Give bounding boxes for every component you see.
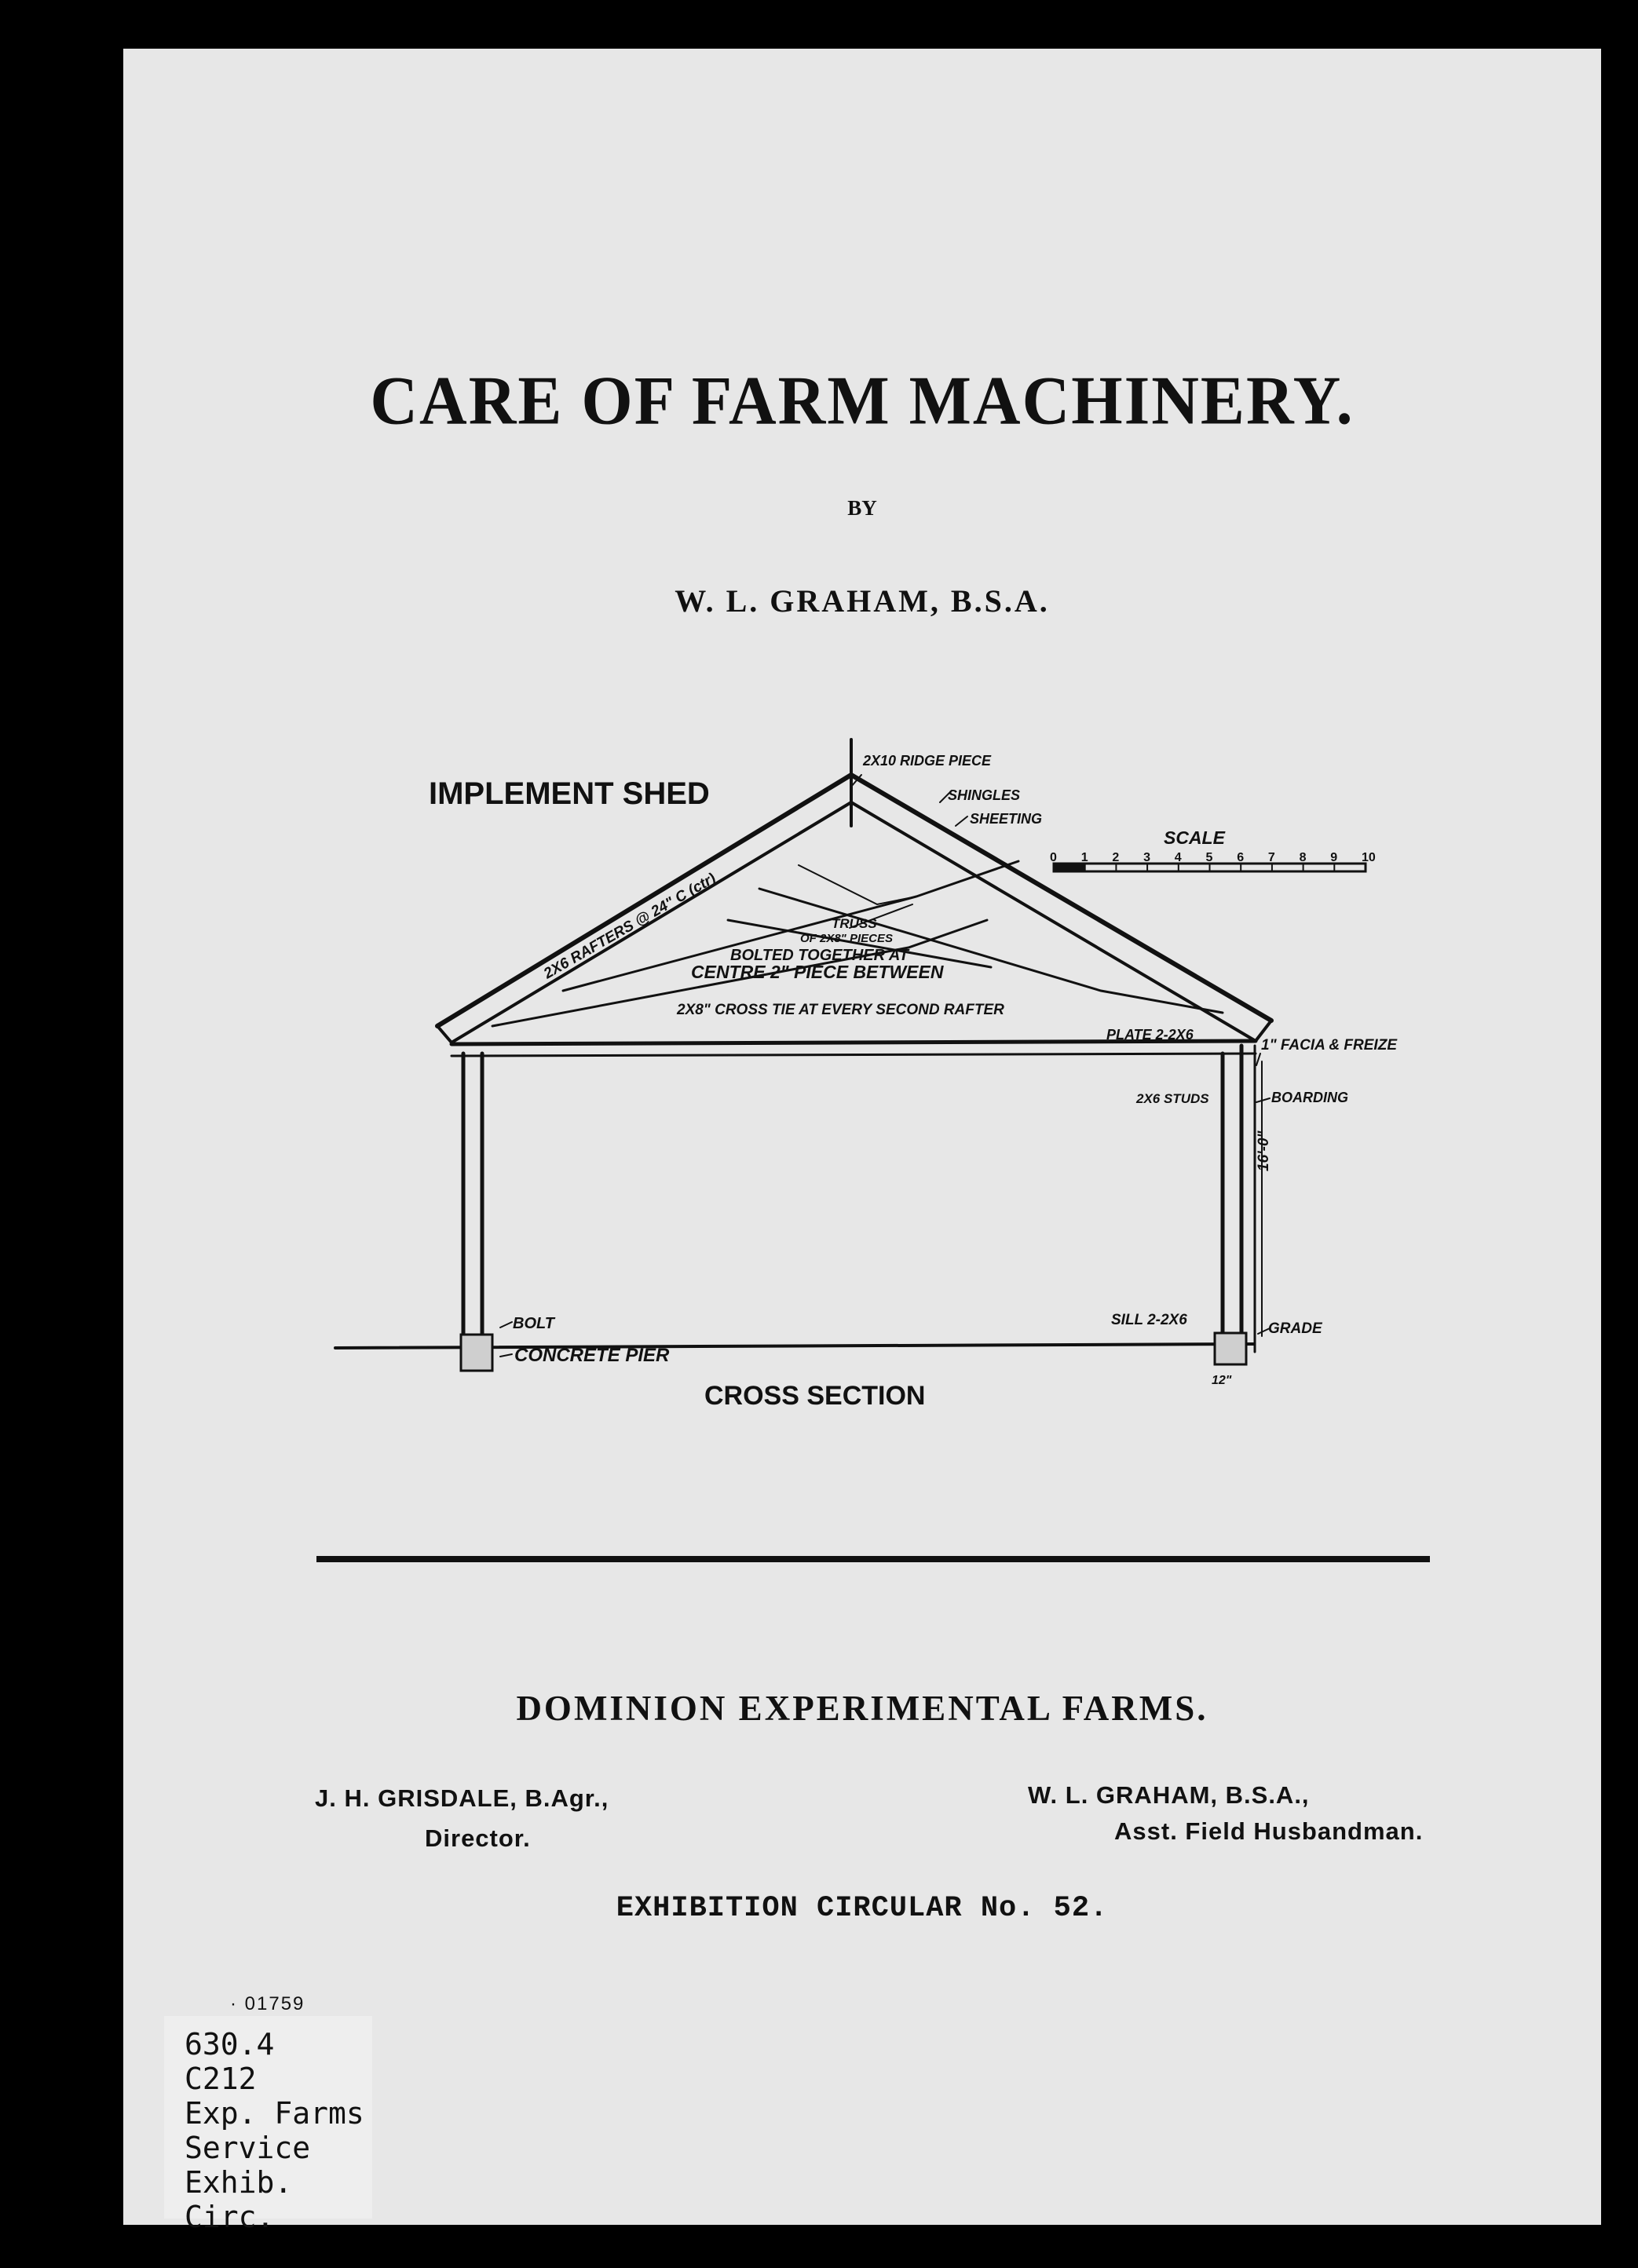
- label-height: 16'-0": [1256, 1130, 1272, 1171]
- call-number-line: Service: [185, 2131, 311, 2165]
- label-crosstie: 2X8" CROSS TIE AT EVERY SECOND RAFTER: [677, 1002, 1004, 1018]
- label-grade: GRADE: [1268, 1320, 1322, 1337]
- label-truss-1: TRUSS: [832, 916, 877, 931]
- accession-stamp: · 01759: [230, 1993, 305, 2014]
- divider-rule: [316, 1556, 1430, 1562]
- scale-tick-label: 3: [1143, 851, 1151, 864]
- scale-tick-label: 1: [1080, 851, 1088, 864]
- label-plate: PLATE 2-2X6: [1106, 1027, 1194, 1043]
- scale-tick-label: 6: [1237, 851, 1245, 864]
- diagram-caption: CROSS SECTION: [704, 1381, 926, 1411]
- director-name: J. H. GRISDALE, B.Agr.,: [315, 1784, 609, 1812]
- call-number-line: Exp. Farms: [185, 2096, 364, 2131]
- label-pier: CONCRETE PIER: [514, 1345, 670, 1366]
- label-sill: SILL 2-2X6: [1111, 1312, 1187, 1328]
- label-sheeting: SHEETING: [970, 811, 1043, 827]
- library-call-card: [164, 2016, 372, 2234]
- document-title: CARE OF FARM MACHINERY.: [370, 362, 1355, 440]
- scale-tick-label: 5: [1205, 851, 1213, 864]
- assistant-role: Asst. Field Husbandman.: [1114, 1817, 1424, 1845]
- by-line: BY: [847, 496, 877, 520]
- scale-label: SCALE: [1164, 827, 1225, 848]
- call-number-line: 630.4: [185, 2027, 275, 2062]
- call-number-line: C212: [185, 2062, 257, 2096]
- scale-tick-label: 2: [1112, 851, 1120, 864]
- implement-shed-diagram: [123, 49, 1601, 1525]
- assistant-name: W. L. GRAHAM, B.S.A.,: [1028, 1781, 1310, 1809]
- scale-tick-label: 7: [1267, 851, 1275, 864]
- director-role: Director.: [425, 1824, 531, 1852]
- diagram-heading: IMPLEMENT SHED: [429, 776, 710, 811]
- label-rafters: 2X6 RAFTERS @ 24" C (ctr): [541, 870, 719, 983]
- label-pier-size: 12": [1212, 1374, 1232, 1387]
- author-name: W. L. GRAHAM, B.S.A.: [675, 583, 1050, 619]
- label-bolt: BOLT: [513, 1315, 554, 1332]
- label-shingles: SHINGLES: [948, 787, 1021, 803]
- label-ridge: 2X10 RIDGE PIECE: [863, 753, 992, 769]
- scale-tick-label: 9: [1330, 851, 1338, 864]
- document-page: [123, 49, 1601, 2234]
- circular-number: EXHIBITION CIRCULAR No. 52.: [616, 1892, 1109, 1925]
- scale-tick-label: 0: [1050, 851, 1057, 864]
- label-truss-2: OF 2X8" PIECES: [800, 932, 893, 945]
- scale-tick-label: 8: [1299, 851, 1307, 864]
- label-truss-4: CENTRE 2" PIECE BETWEEN: [691, 962, 944, 982]
- label-boarding: BOARDING: [1271, 1090, 1348, 1105]
- call-number-line: Exhib. Circ.: [185, 2165, 293, 2234]
- label-truss-3: BOLTED TOGETHER AT: [730, 947, 909, 964]
- scale-tick-label: 4: [1174, 851, 1182, 864]
- label-studs: 2X6 STUDS: [1136, 1091, 1209, 1106]
- label-facia: 1" FACIA & FREIZE: [1261, 1037, 1397, 1054]
- organization-name: DOMINION EXPERIMENTAL FARMS.: [516, 1689, 1208, 1728]
- scale-tick-label: 10: [1362, 851, 1376, 864]
